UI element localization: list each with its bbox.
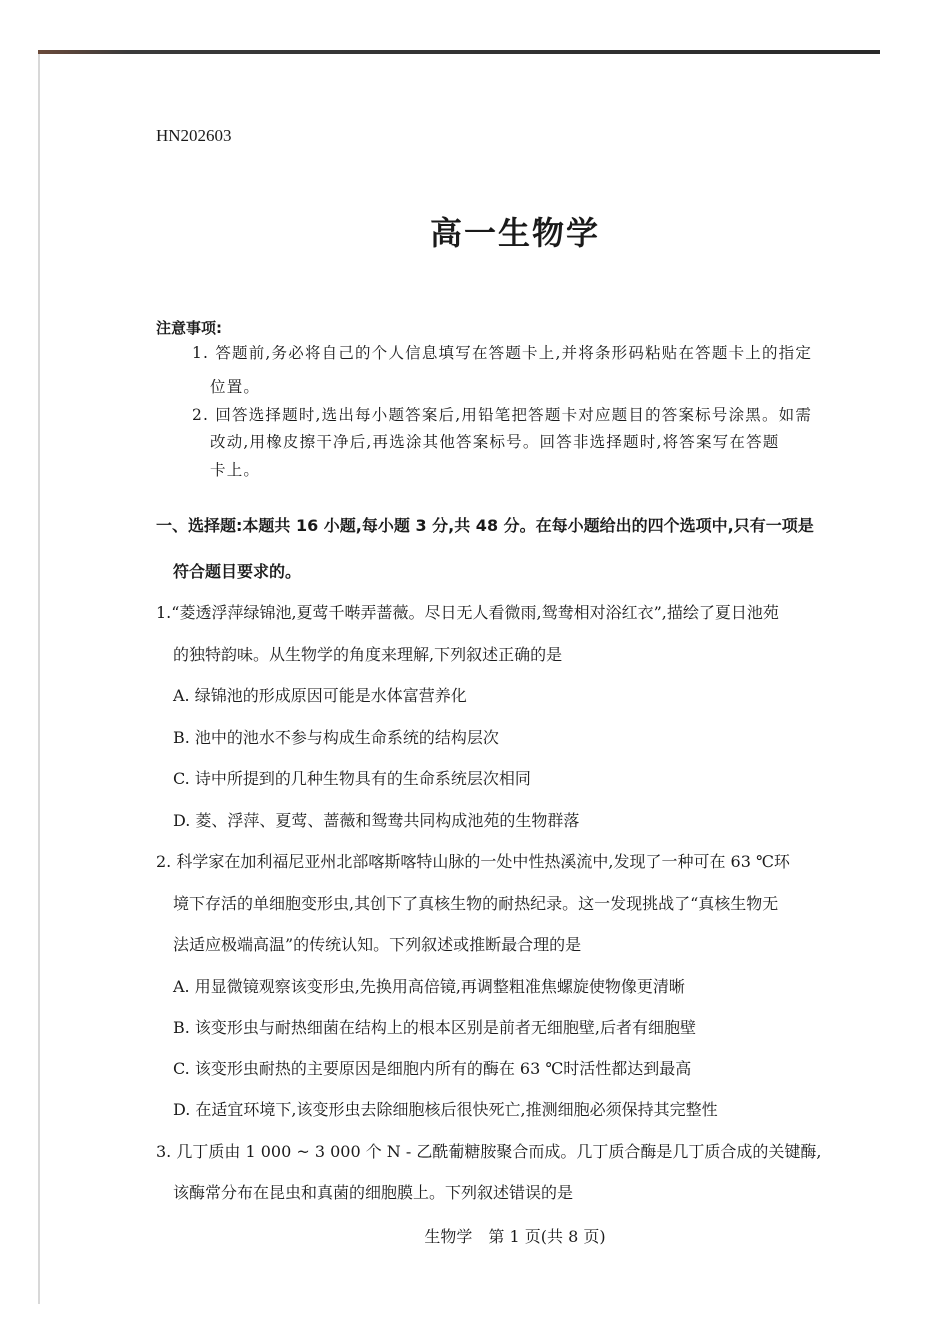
question-2-stem: 2. 科学家在加利福尼亚州北部喀斯喀特山脉的一处中性热溪流中,发现了一种可在 63 ℃环 <box>156 852 790 871</box>
question-3-stem-cont: 该酶常分布在昆虫和真菌的细胞膜上。下列叙述错误的是 <box>173 1183 574 1202</box>
question-1-option-a: A. 绿锦池的形成原因可能是水体富营养化 <box>173 686 467 705</box>
notice-line: 改动,用橡皮擦干净后,再选涂其他答案标号。回答非选择题时,将答案写在答题 <box>210 433 780 451</box>
question-2-stem-cont: 法适应极端高温”的传统认知。下列叙述或推断最合理的是 <box>173 935 582 954</box>
top-border-line <box>38 50 880 54</box>
page-footer: 生物学 第 1 页(共 8 页) <box>424 1227 606 1246</box>
section-heading: 一、选择题:本题共 16 小题,每小题 3 分,共 48 分。在每小题给出的四个选项中,只有一项是 <box>156 516 814 535</box>
notice-line: 位置。 <box>210 378 261 396</box>
question-1-option-d: D. 菱、浮萍、夏莺、蔷薇和鸳鸯共同构成池苑的生物群落 <box>173 811 580 830</box>
question-1-stem: 1.“菱透浮萍绿锦池,夏莺千啭弄蔷薇。尽日无人看微雨,鸳鸯相对浴红衣”,描绘了夏日池苑 <box>156 603 779 622</box>
question-2-stem-cont: 境下存活的单细胞变形虫,其创下了真核生物的耐热纪录。这一发现挑战了“真核生物无 <box>173 894 779 913</box>
notice-line: 2. 回答选择题时,选出每小题答案后,用铅笔把答题卡对应题目的答案标号涂黑。如需 <box>192 406 813 424</box>
notices-heading: 注意事项: <box>156 319 222 337</box>
question-2-option-d: D. 在适宜环境下,该变形虫去除细胞核后很快死亡,推测细胞必须保持其完整性 <box>173 1100 718 1119</box>
question-2-option-b: B. 该变形虫与耐热细菌在结构上的根本区别是前者无细胞壁,后者有细胞壁 <box>173 1018 697 1037</box>
question-2-option-c: C. 该变形虫耐热的主要原因是细胞内所有的酶在 63 ℃时活性都达到最高 <box>173 1059 692 1078</box>
notice-line: 卡上。 <box>210 461 261 479</box>
notice-line: 1. 答题前,务必将自己的个人信息填写在答题卡上,并将条形码粘贴在答题卡上的指定 <box>192 344 813 362</box>
question-1-option-b: B. 池中的池水不参与构成生命系统的结构层次 <box>173 728 499 747</box>
section-heading-cont: 符合题目要求的。 <box>173 562 302 581</box>
page-title: 高一生物学 <box>429 214 600 252</box>
question-2-option-a: A. 用显微镜观察该变形虫,先换用高倍镜,再调整粗准焦螺旋使物像更清晰 <box>173 977 685 996</box>
question-1-option-c: C. 诗中所提到的几种生物具有的生命系统层次相同 <box>173 769 531 788</box>
question-1-stem-cont: 的独特韵味。从生物学的角度来理解,下列叙述正确的是 <box>173 645 563 664</box>
question-3-stem: 3. 几丁质由 1 000 ~ 3 000 个 N - 乙酰葡糖胺聚合而成。几丁质合酶是几丁质合成的关键酶, <box>156 1142 822 1161</box>
exam-code: HN202603 <box>156 126 232 145</box>
